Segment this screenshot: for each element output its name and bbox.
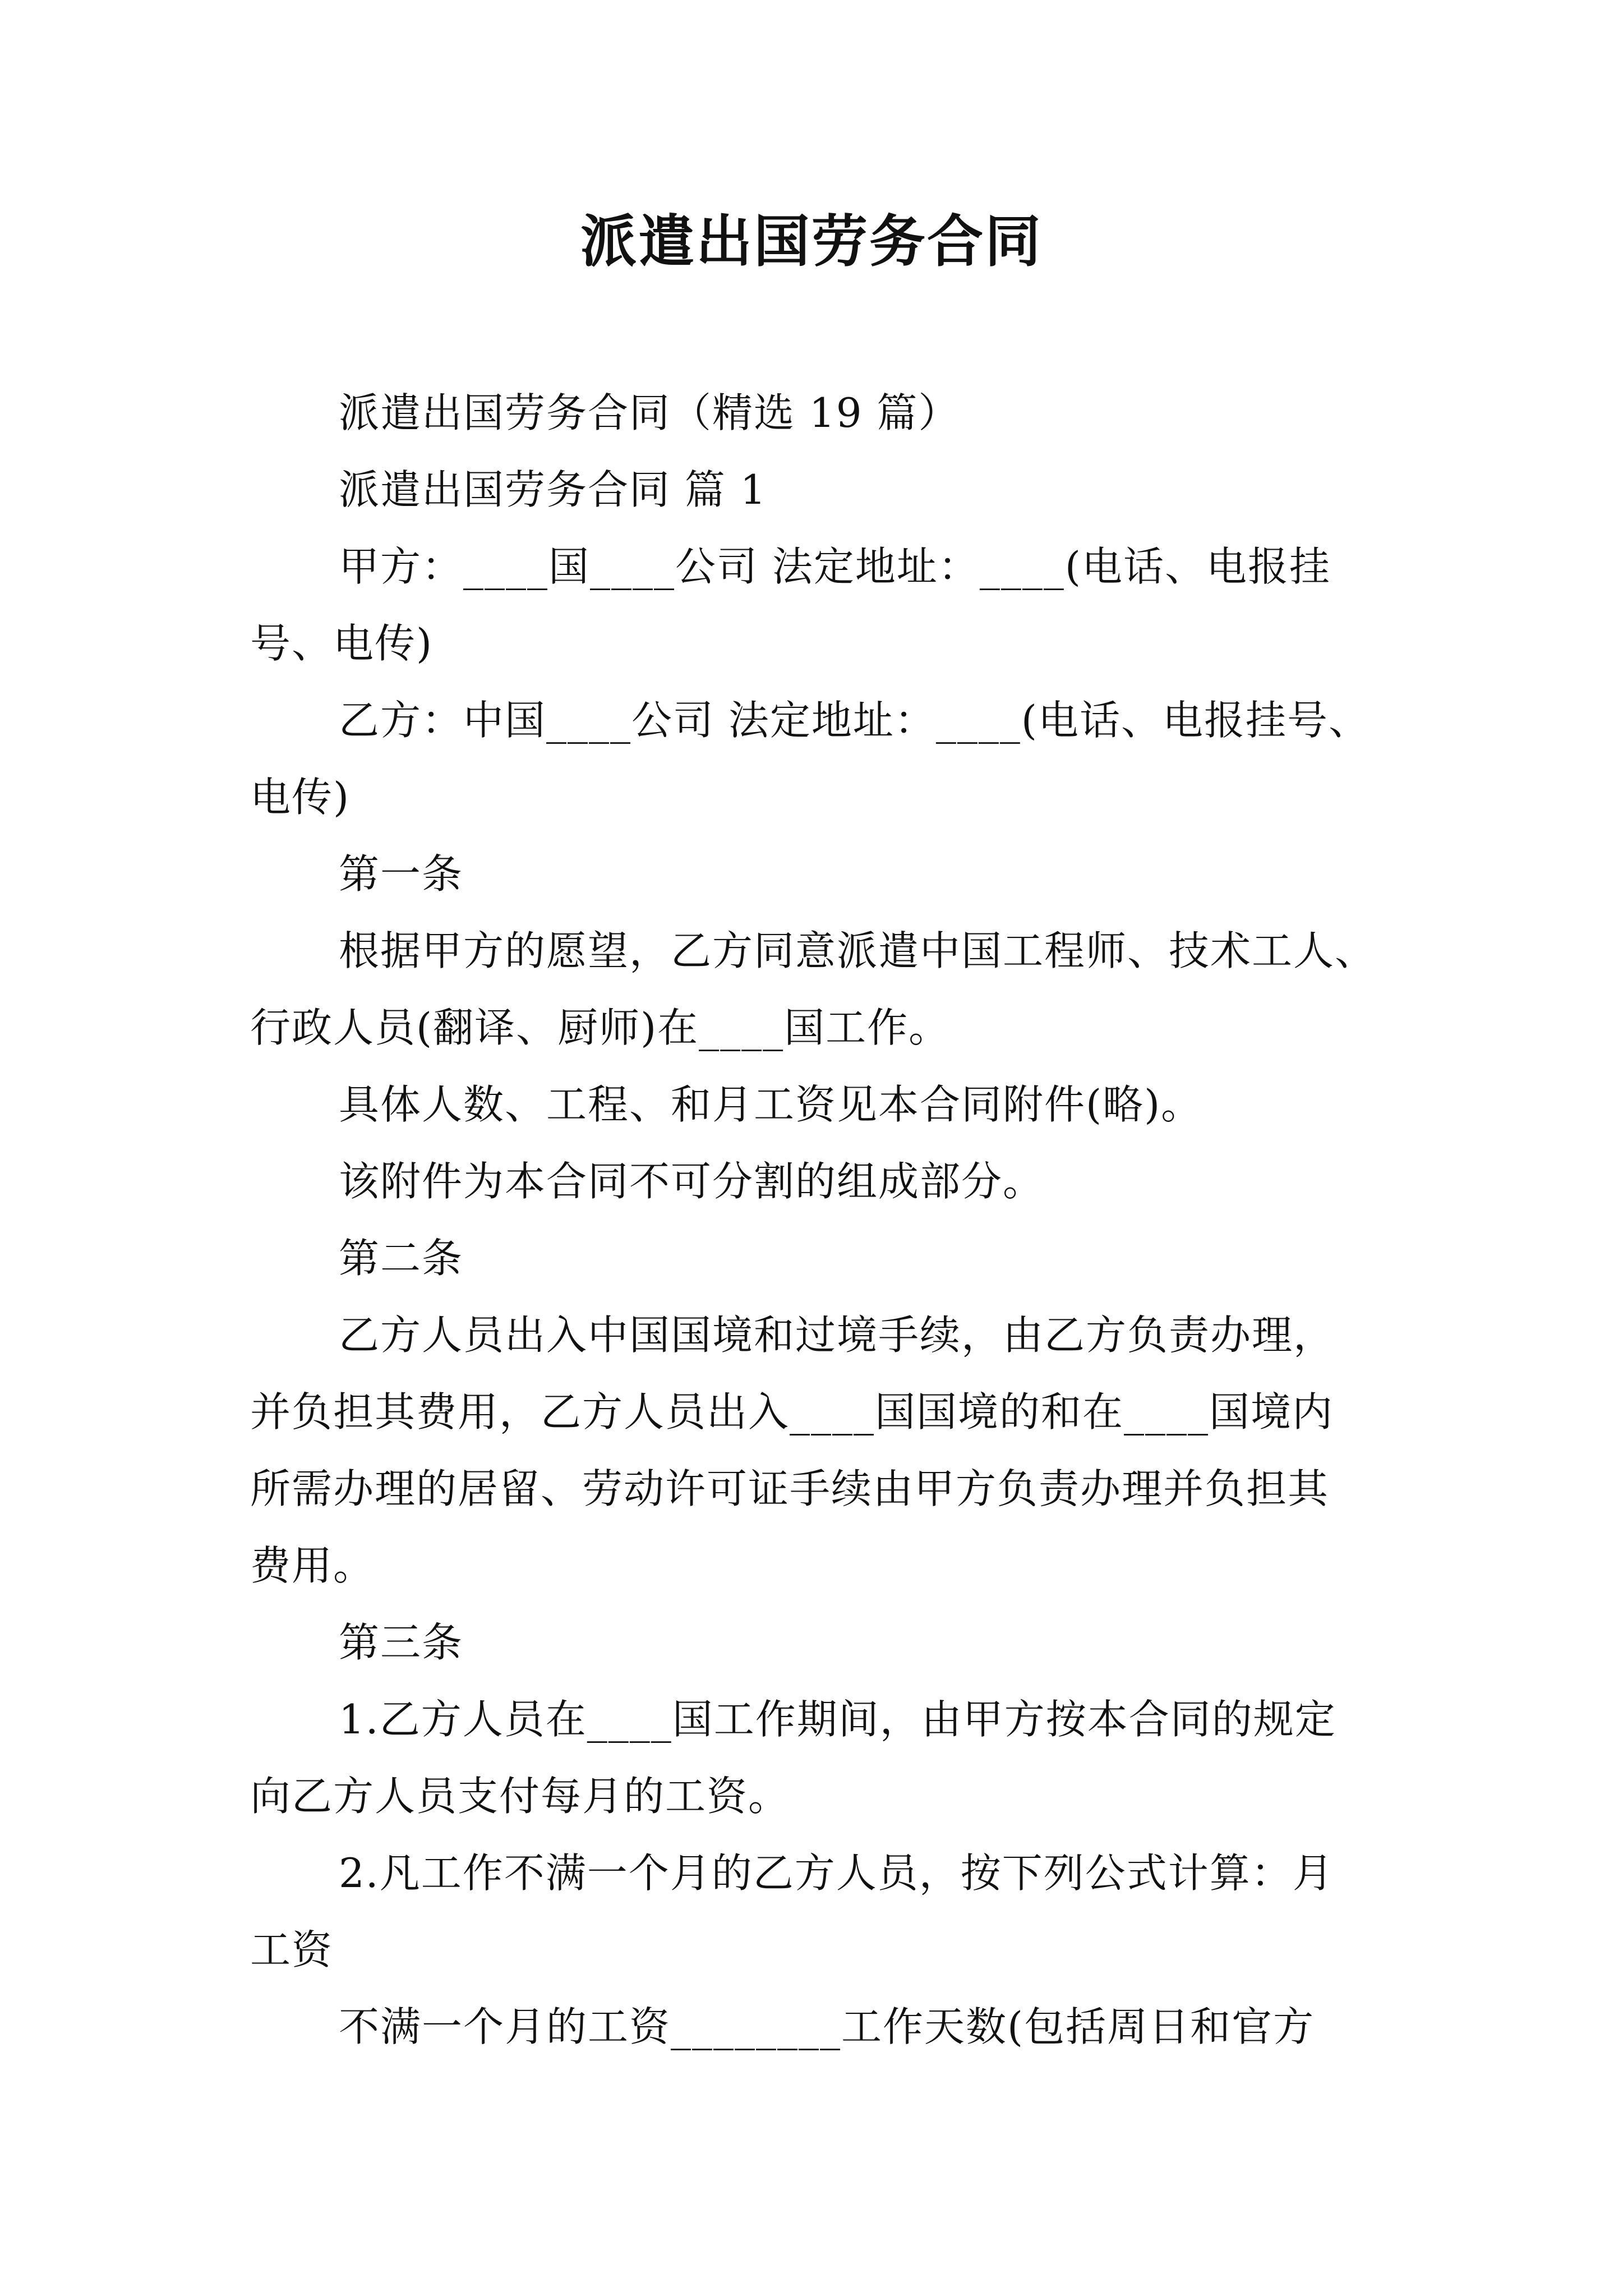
text-line: 具体人数、工程、和月工资见本合同附件(略)。 (339, 1081, 1203, 1128)
text-line: 不满一个月的工资________工作天数(包括周日和官方 (339, 2003, 1315, 2050)
text-line: 工资 (250, 1926, 334, 1973)
text-line: 根据甲方的愿望，乙方同意派遣中国工程师、技术工人、 (339, 927, 1377, 974)
text-line: 行政人员(翻译、厨师)在____国工作。 (250, 1004, 951, 1051)
text-line: 派遣出国劳务合同（精选 19 篇） (339, 389, 960, 436)
text-line: 并负担其费用，乙方人员出入____国国境的和在____国境内 (250, 1388, 1334, 1435)
text-line: 乙方：中国____公司 法定地址：____(电话、电报挂号、 (339, 697, 1370, 744)
text-line: 向乙方人员支付每月的工资。 (250, 1773, 790, 1820)
text-line: 第一条 (339, 850, 464, 898)
text-line: 2.凡工作不满一个月的乙方人员，按下列公式计算：月 (339, 1849, 1334, 1897)
text-line: 所需办理的居留、劳动许可证手续由甲方负责办理并负担其 (250, 1465, 1330, 1512)
document-title: 派遣出国劳务合同 (580, 208, 1043, 274)
text-line: 派遣出国劳务合同 篇 1 (339, 466, 767, 513)
text-line: 第二条 (339, 1235, 464, 1282)
text-line: 费用。 (250, 1542, 375, 1589)
text-line: 电传) (250, 774, 351, 821)
text-line: 号、电传) (250, 620, 434, 667)
text-line: 第三条 (339, 1619, 464, 1666)
text-line: 该附件为本合同不可分割的组成部分。 (339, 1158, 1045, 1205)
text-line: 甲方：____国____公司 法定地址：____(电话、电报挂 (339, 543, 1331, 590)
text-line: 1.乙方人员在____国工作期间，由甲方按本合同的规定 (339, 1696, 1336, 1743)
text-line: 乙方人员出入中国国境和过境手续，由乙方负责办理， (339, 1312, 1335, 1359)
document-body (250, 375, 1400, 2065)
